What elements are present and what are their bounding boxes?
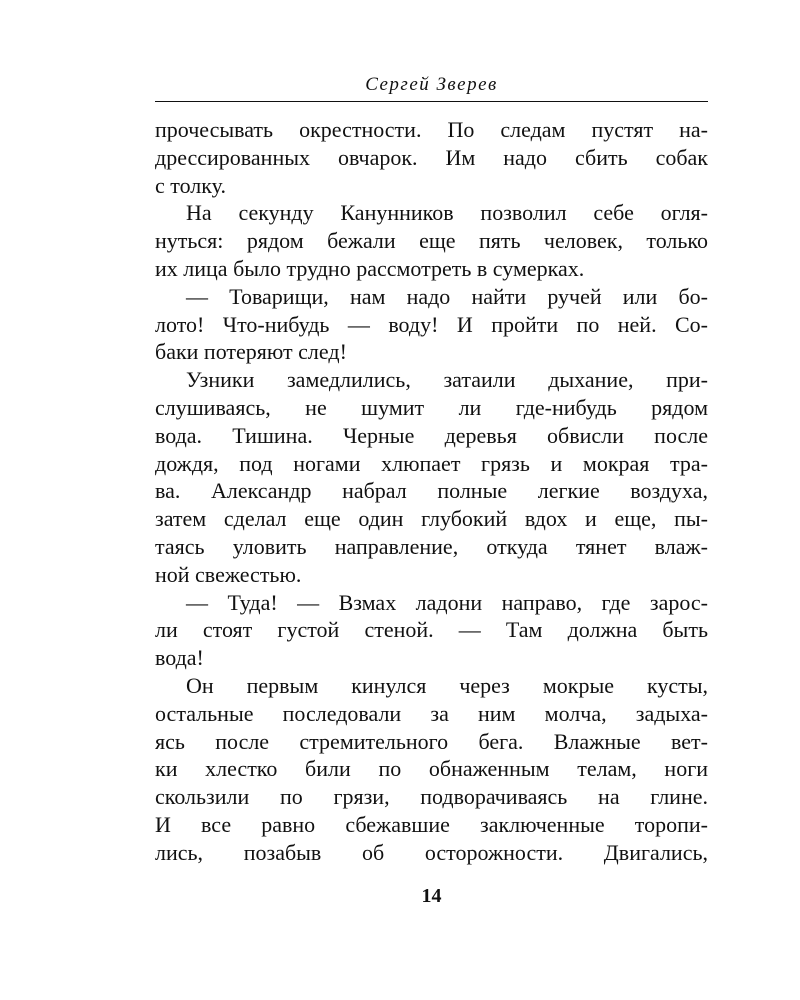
text-line: дождя, под ногами хлюпает грязь и мокрая тра- [155,450,708,476]
text-line: ли стоят густой стеной. — Там должна быть [155,617,708,643]
text-line: И все равно сбежавшие заключенные торопи- [155,811,708,837]
page-number: 14 [421,885,442,907]
text-line: слушиваясь, не шумит ли где-нибудь рядом [155,394,708,420]
text-line: лото! Что-нибудь — воду! И пройти по ней. Со- [155,311,708,337]
text-line: ки хлестко били по обнаженным телам, ноги [155,756,708,782]
text-line: — Товарищи, нам надо найти ручей или бо- [186,283,708,309]
text-line: Узники замедлились, затаили дыхание, при- [186,367,708,393]
text-line: нуться: рядом бежали еще пять человек, только [155,228,708,254]
text-line: ной свежестью. [155,561,302,587]
text-line: ясь после стремительного бега. Влажные вет- [155,728,708,754]
running-head: Сергей Зверев [365,74,498,95]
text-line: остальные последовали за ним молча, задыха- [155,700,708,726]
text-line: таясь уловить направление, откуда тянет влаж- [155,533,708,559]
header-rule [155,101,708,102]
text-line: дрессированных овчарок. Им надо сбить собак [155,144,708,170]
text-line: прочесывать окрестности. По следам пустят на- [155,117,708,142]
body-text [155,116,708,867]
text-line: вода! [155,645,204,671]
text-line: их лица было трудно рассмотреть в сумерках. [155,255,585,281]
text-line: баки потеряют след! [155,339,347,365]
text-line: ва. Александр набрал полные легкие воздуха, [155,478,708,504]
text-line: На секунду Канунников позволил себе огля- [186,200,708,226]
text-line: — Туда! — Взмах ладони направо, где зарос- [186,589,708,615]
text-line: затем сделал еще один глубокий вдох и еще, пы- [155,506,708,532]
text-line: скользили по грязи, подворачиваясь на глине. [155,784,708,810]
text-line: лись, позабыв об осторожности. Двигались, [155,839,708,865]
text-line: Он первым кинулся через мокрые кусты, [186,672,708,698]
text-line: вода. Тишина. Черные деревья обвисли после [155,422,708,448]
text-line: с толку. [155,172,226,198]
